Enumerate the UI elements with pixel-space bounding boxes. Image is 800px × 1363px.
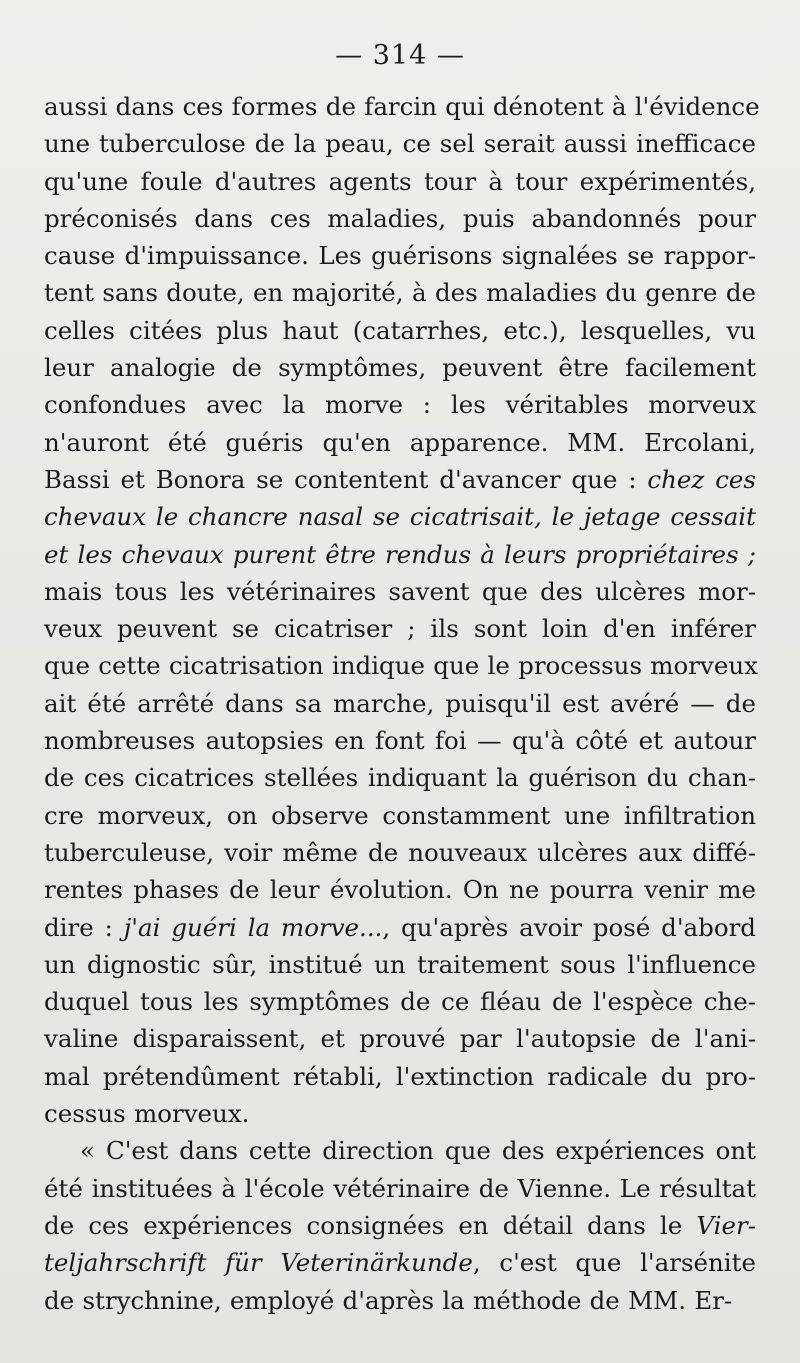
line-text: été instituées à l'école vétérinaire de Vienne. Le résultat [44,1173,756,1203]
text-line [44,163,756,200]
text-line [44,88,760,125]
text-line [44,386,756,423]
text-line [44,722,756,759]
line-text: n'auront été guéris qu'en apparence. MM. Ercolani, [44,427,756,457]
body-text [44,88,760,1319]
line-text: de ces expériences consignées en détail dans le [44,1210,697,1240]
line-text: une tuberculose de la peau, ce sel serait aussi inefficace [44,129,756,159]
text-line [44,349,756,386]
line-text: tent sans doute, en majorité, à des maladies du genre de [44,278,756,308]
italic-text: et les chevaux purent être rendus à leurs propriétaires ; [44,539,756,569]
text-line [44,1170,756,1207]
text-line [44,909,756,946]
line-text: nombreuses autopsies en font foi — qu'à côté et autour [44,726,756,756]
italic-text: chez ces [647,464,756,494]
line-text: tuberculeuse, voir même de nouveaux ulcères aux diffé- [44,837,756,867]
line-text: rentes phases de leur évolution. On ne pourra venir me [44,875,756,905]
line-text: ait été arrêté dans sa marche, puisqu'il est avéré — de [44,688,756,718]
text-line [44,1282,756,1319]
line-text: un dignostic sûr, institué un traitement sous l'influence [44,949,756,979]
text-line [44,200,756,237]
line-text: valine disparaissent, et prouvé par l'autopsie de l'ani- [44,1024,756,1054]
line-text: cause d'impuissance. Les guérisons signalées se rappor- [44,241,756,271]
page-number: — 314 — [335,40,465,71]
text-line [44,610,756,647]
line-text: veux peuvent se cicatriser ; ils sont loin d'en inférer [44,614,756,644]
text-line [44,834,756,871]
line-text: « C'est dans cette direction que des expériences ont [80,1136,756,1166]
line-text: aussi dans ces formes de farcin qui dénotent à l'évidence [44,92,760,121]
text-line [44,1020,756,1057]
text-line [44,1132,756,1169]
paragraph-2 [44,1132,756,1318]
italic-text: chevaux le chancre nasal se cicatrisait, le jetage cessait [44,502,756,532]
text-line [44,797,756,834]
line-text: cre morveux, on observe constamment une infiltration [44,800,756,830]
line-text: , qu'après avoir posé d'abord [382,912,756,942]
text-line [44,1207,756,1244]
line-text: Bassi et Bonora se contentent d'avancer que : [44,464,648,494]
line-text: dire : [44,912,124,942]
line-text: de strychnine, employé d'après la méthode de MM. Er- [44,1285,733,1315]
italic-text: j'ai guéri la morve... [123,912,383,942]
text-line [44,498,756,535]
italic-text: Vier- [696,1210,756,1240]
line-text: préconisés dans ces maladies, puis abandonnés pour [44,203,756,233]
text-line [44,983,756,1020]
text-line [44,424,756,461]
line-text: que cette cicatrisation indique que le processus morveux [44,651,758,681]
text-line [44,125,756,162]
paragraph-1 [44,88,760,1132]
line-text: , c'est que l'arsénite [472,1248,756,1278]
text-line [44,237,756,274]
line-text: cessus morveux. [44,1099,250,1129]
text-line [44,685,756,722]
line-text: mais tous les vétérinaires savent que des ulcères mor- [44,576,756,606]
text-line [44,1244,756,1281]
text-line [44,871,756,908]
text-line [44,461,756,498]
text-line [44,312,756,349]
line-text: duquel tous les symptômes de ce fléau de l'espèce che- [44,987,756,1017]
line-text: de ces cicatrices stellées indiquant la guérison du chan- [44,763,756,793]
text-line [44,274,756,311]
line-text: mal prétendûment rétabli, l'extinction radicale du pro- [44,1061,756,1091]
italic-text: teljahrschrift für Veterinärkunde [44,1248,473,1278]
line-text: confondues avec la morve : les véritables morveux [44,390,756,420]
text-line [44,647,756,684]
text-line [44,946,756,983]
text-line [44,1058,756,1095]
text-line [44,536,756,573]
text-line [44,1095,756,1132]
line-text: celles citées plus haut (catarrhes, etc.), lesquelles, vu [44,315,756,345]
line-text: leur analogie de symptômes, peuvent être facilement [44,353,756,383]
text-line [44,759,756,796]
line-text: qu'une foule d'autres agents tour à tour expérimentés, [44,166,756,196]
text-line [44,573,756,610]
